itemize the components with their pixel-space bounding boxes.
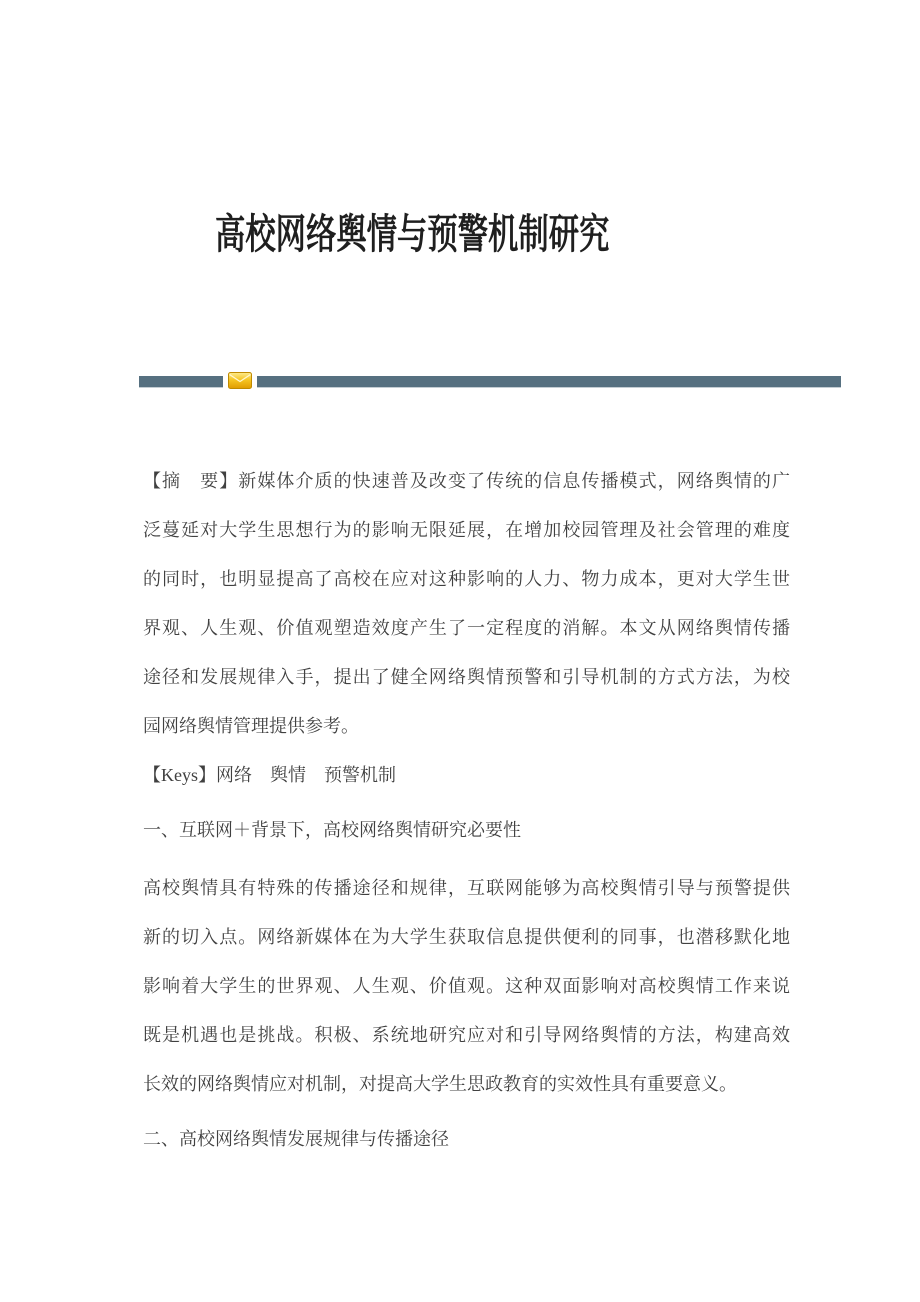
abstract-paragraph	[143, 457, 790, 751]
section-2-heading: 二、高校网络舆情发展规律与传播途径	[143, 1129, 449, 1149]
text-line: 途径和发展规律入手，提出了健全网络舆情预警和引导机制的方式方法，为校	[143, 667, 790, 687]
divider-bar-right	[257, 376, 841, 387]
envelope-icon	[228, 372, 252, 389]
keywords-line: 【Keys】网络 舆情 预警机制	[143, 765, 396, 785]
text-line: 既是机遇也是挑战。积极、系统地研究应对和引导网络舆情的方法，构建高效	[143, 1025, 790, 1045]
text-line: 界观、人生观、价值观塑造效度产生了一定程度的消解。本文从网络舆情传播	[143, 618, 790, 638]
text-line: 高校舆情具有特殊的传播途径和规律，互联网能够为高校舆情引导与预警提供	[143, 878, 790, 898]
section-1-heading: 一、互联网＋背景下，高校网络舆情研究必要性	[143, 820, 521, 840]
section-divider	[139, 376, 841, 387]
document-title	[143, 210, 790, 260]
document-title-text: 高校网络舆情与预警机制研究	[215, 211, 610, 257]
divider-bar-left	[139, 376, 223, 387]
text-line: 长效的网络舆情应对机制，对提高大学生思政教育的实效性具有重要意义。	[143, 1074, 737, 1094]
text-line: 园网络舆情管理提供参考。	[143, 716, 359, 736]
text-line: 泛蔓延对大学生思想行为的影响无限延展，在增加校园管理及社会管理的难度	[143, 520, 790, 540]
text-line: 的同时，也明显提高了高校在应对这种影响的人力、物力成本，更对大学生世	[143, 569, 790, 589]
document-body	[143, 457, 790, 1173]
text-line: 影响着大学生的世界观、人生观、价值观。这种双面影响对高校舆情工作来说	[143, 976, 790, 996]
text-line: 【摘 要】新媒体介质的快速普及改变了传统的信息传播模式，网络舆情的广	[143, 471, 790, 491]
section-1-paragraph	[143, 864, 790, 1109]
text-line: 新的切入点。网络新媒体在为大学生获取信息提供便利的同事，也潜移默化地	[143, 927, 790, 947]
